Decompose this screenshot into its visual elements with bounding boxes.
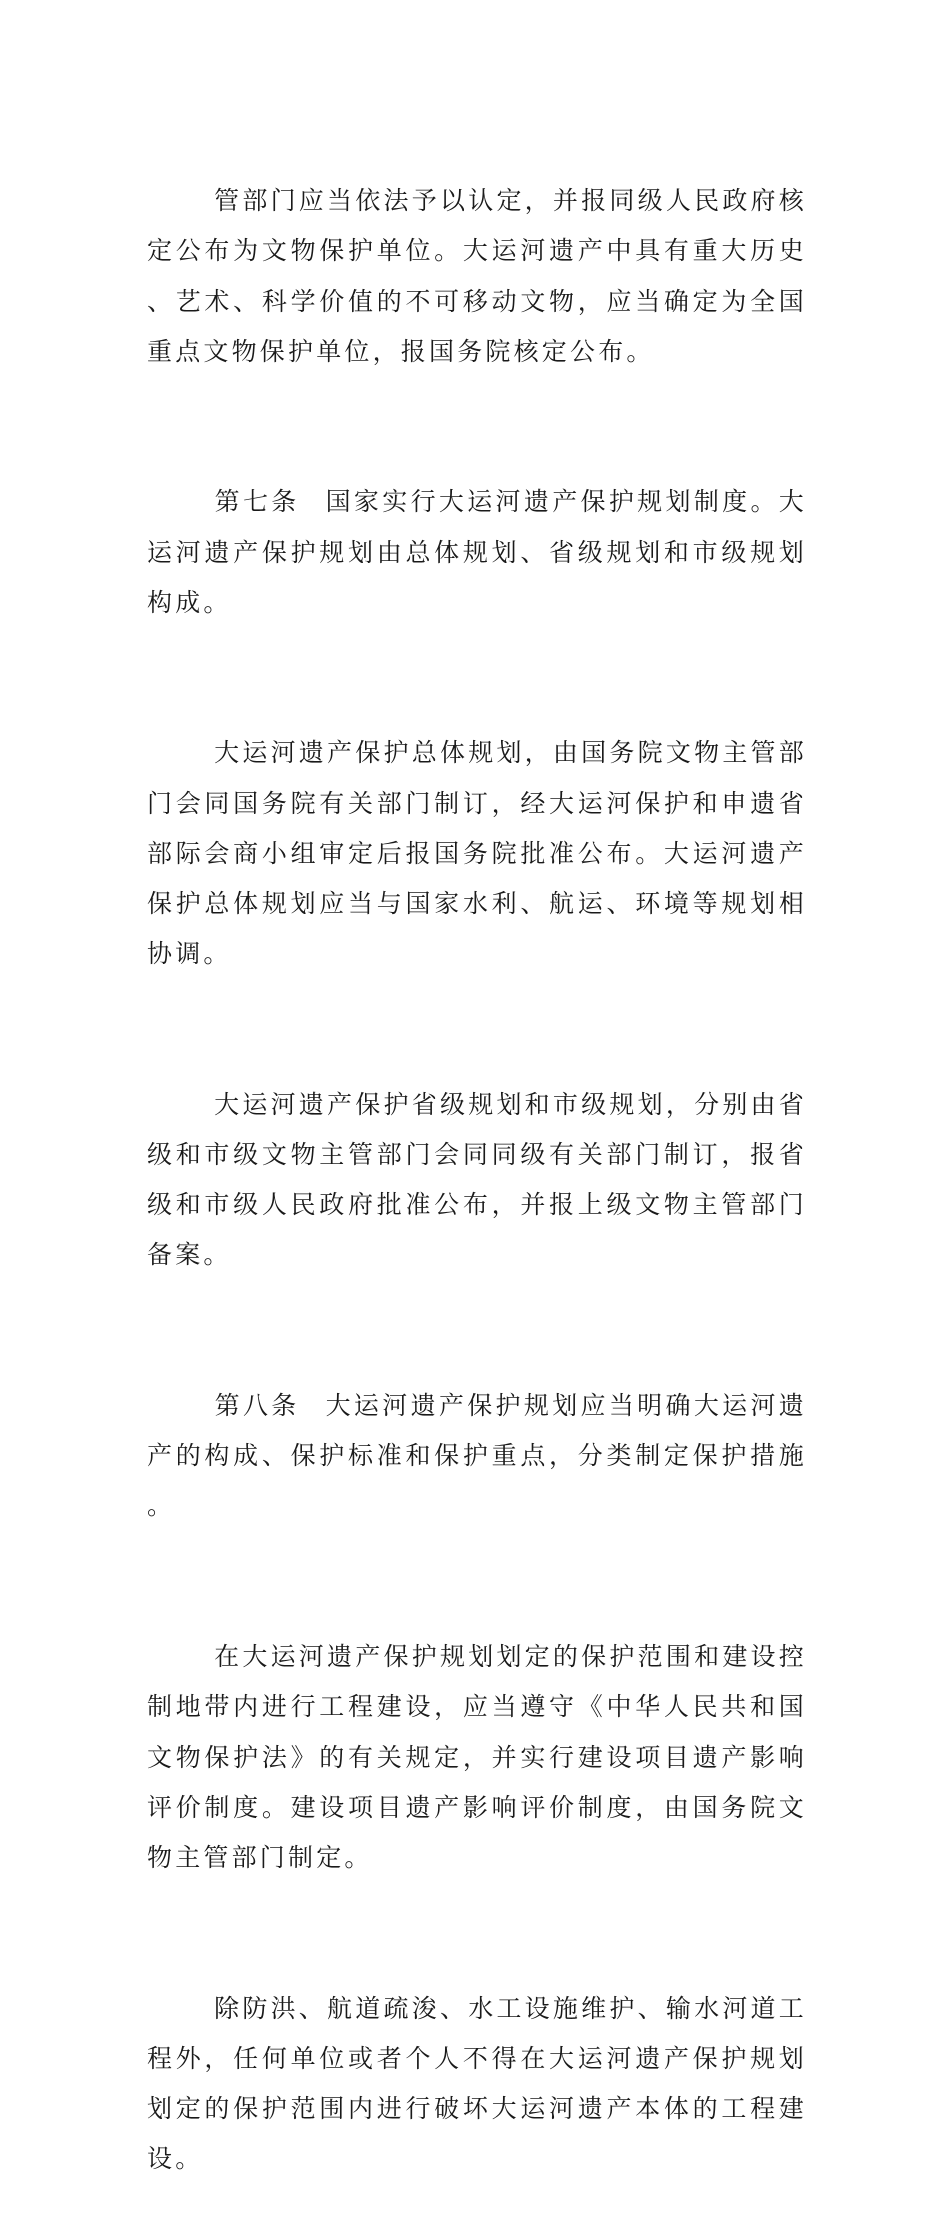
paragraph-prohibition [147, 1933, 807, 2234]
paragraph-text: 大运河遗产保护省级规划和市级规划，分别由省级和市级文物主管部门会同同级有关部门制订，报省级和市级人民政府批准公布，并报上级文物主管部门备案。 [147, 1089, 807, 1270]
paragraph-text: 在大运河遗产保护规划划定的保护范围和建设控制地带内进行工程建设，应当遵守《中华人民共和国文物保护法》的有关规定，并实行建设项目遗产影响评价制度。建设项目遗产影响评价制度，由国务院文物主管部门制定。 [147, 1642, 807, 1872]
article-number: 第七条 [214, 487, 300, 517]
paragraph-article-7 [147, 427, 807, 678]
paragraph-text: 除防洪、航道疏浚、水工设施维护、输水河道工程外，任何单位或者个人不得在大运河遗产保护规划划定的保护范围内进行破坏大运河遗产本体的工程建设。 [147, 1993, 807, 2174]
document-body [147, 126, 807, 2235]
paragraph-provincial-plan [147, 1030, 807, 1331]
paragraph-text: 国家实行大运河遗产保护规划制度。大运河遗产保护规划由总体规划、省级规划和市级规划构成。 [147, 487, 807, 617]
paragraph-article-8 [147, 1331, 807, 1582]
paragraph-overall-plan [147, 678, 807, 1029]
paragraph-text: 大运河遗产保护规划应当明确大运河遗产的构成、保护标准和保护重点，分类制定保护措施。 [147, 1391, 807, 1521]
paragraph-continuation [147, 126, 807, 427]
paragraph-construction-control [147, 1582, 807, 1933]
article-number: 第八条 [214, 1391, 300, 1421]
paragraph-text: 大运河遗产保护总体规划，由国务院文物主管部门会同国务院有关部门制订，经大运河保护和申遗省部际会商小组审定后报国务院批准公布。大运河遗产保护总体规划应当与国家水利、航运、环境等规划相协调。 [147, 738, 807, 969]
paragraph-text: 管部门应当依法予以认定，并报同级人民政府核定公布为文物保护单位。大运河遗产中具有重大历史、艺术、科学价值的不可移动文物，应当确定为全国重点文物保护单位，报国务院核定公布。 [147, 186, 807, 366]
